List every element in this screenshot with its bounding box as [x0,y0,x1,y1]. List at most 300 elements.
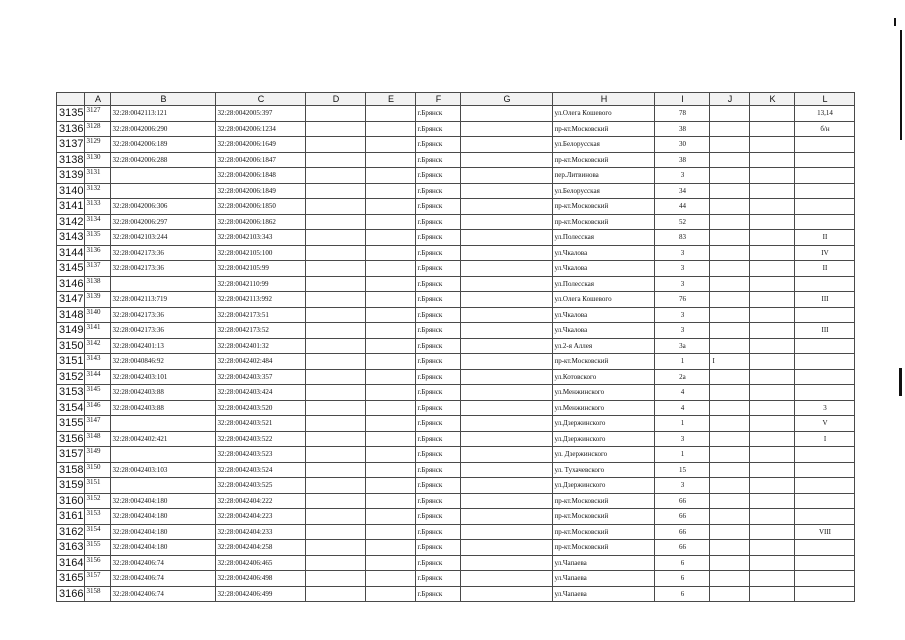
cell-f[interactable]: г.Брянск [416,168,461,184]
cell-l[interactable] [795,540,855,556]
cell-h[interactable]: ул.Белорусская [553,137,655,153]
cell-h[interactable]: ул.Чкалова [553,261,655,277]
cell-g[interactable] [461,292,553,308]
row-number[interactable]: 3141 [57,199,85,215]
cell-i[interactable]: 30 [655,137,710,153]
cell-l[interactable] [795,183,855,199]
cell-e[interactable] [366,354,416,370]
cell-d[interactable] [306,261,366,277]
cell-d[interactable] [306,493,366,509]
cell-l[interactable] [795,152,855,168]
cell-k[interactable] [750,168,795,184]
cell-l[interactable] [795,478,855,494]
cell-e[interactable] [366,555,416,571]
cell-i[interactable]: 2а [655,369,710,385]
cell-e[interactable] [366,586,416,602]
cell-c[interactable]: 32:28:0042403:523 [216,447,306,463]
cell-c[interactable]: 32:28:0042403:522 [216,431,306,447]
cell-d[interactable] [306,431,366,447]
column-header-l[interactable]: L [795,93,855,106]
cell-i[interactable]: 1 [655,354,710,370]
cell-h[interactable]: пр-кт.Московский [553,214,655,230]
cell-b[interactable] [111,183,216,199]
cell-f[interactable]: г.Брянск [416,354,461,370]
cell-c[interactable]: 32:28:0042006:1649 [216,137,306,153]
cell-a[interactable]: 3131 [85,168,111,184]
cell-e[interactable] [366,276,416,292]
cell-i[interactable]: 1 [655,447,710,463]
cell-l[interactable]: II [795,230,855,246]
cell-h[interactable]: ул.2-я Аллея [553,338,655,354]
cell-k[interactable] [750,230,795,246]
cell-f[interactable]: г.Брянск [416,431,461,447]
cell-c[interactable]: 32:28:0042404:222 [216,493,306,509]
cell-a[interactable]: 3140 [85,307,111,323]
cell-a[interactable]: 3133 [85,199,111,215]
cell-j[interactable] [710,555,750,571]
cell-d[interactable] [306,555,366,571]
cell-g[interactable] [461,493,553,509]
cell-d[interactable] [306,199,366,215]
cell-f[interactable]: г.Брянск [416,152,461,168]
cell-j[interactable] [710,462,750,478]
cell-g[interactable] [461,168,553,184]
cell-g[interactable] [461,183,553,199]
cell-l[interactable]: I [795,431,855,447]
cell-c[interactable]: 32:28:0042403:525 [216,478,306,494]
cell-l[interactable] [795,385,855,401]
cell-j[interactable] [710,152,750,168]
cell-i[interactable]: 34 [655,183,710,199]
cell-j[interactable] [710,121,750,137]
cell-j[interactable] [710,183,750,199]
cell-a[interactable]: 3156 [85,555,111,571]
cell-a[interactable]: 3145 [85,385,111,401]
cell-l[interactable] [795,137,855,153]
cell-f[interactable]: г.Брянск [416,307,461,323]
cell-h[interactable]: ул.Олега Кошевого [553,292,655,308]
cell-k[interactable] [750,431,795,447]
cell-i[interactable]: 66 [655,540,710,556]
cell-e[interactable] [366,462,416,478]
cell-c[interactable]: 32:28:0042402:484 [216,354,306,370]
cell-b[interactable]: 32:28:0042006:288 [111,152,216,168]
cell-l[interactable]: III [795,292,855,308]
cell-i[interactable]: 66 [655,509,710,525]
cell-k[interactable] [750,137,795,153]
column-header-i[interactable]: I [655,93,710,106]
cell-g[interactable] [461,354,553,370]
cell-k[interactable] [750,292,795,308]
cell-j[interactable]: I [710,354,750,370]
cell-g[interactable] [461,307,553,323]
cell-b[interactable] [111,276,216,292]
cell-k[interactable] [750,106,795,122]
row-number[interactable]: 3146 [57,276,85,292]
cell-a[interactable]: 3134 [85,214,111,230]
cell-h[interactable]: пр-кт.Московский [553,540,655,556]
cell-j[interactable] [710,106,750,122]
cell-d[interactable] [306,447,366,463]
cell-h[interactable]: ул.Дзержинского [553,431,655,447]
cell-a[interactable]: 3155 [85,540,111,556]
cell-j[interactable] [710,447,750,463]
cell-c[interactable]: 32:28:0042113:992 [216,292,306,308]
row-number[interactable]: 3154 [57,400,85,416]
cell-h[interactable]: пр-кт.Московский [553,121,655,137]
cell-h[interactable]: ул.Чкалова [553,323,655,339]
column-header-f[interactable]: F [416,93,461,106]
cell-i[interactable]: 76 [655,292,710,308]
cell-d[interactable] [306,276,366,292]
cell-l[interactable] [795,354,855,370]
cell-a[interactable]: 3143 [85,354,111,370]
cell-g[interactable] [461,137,553,153]
cell-e[interactable] [366,307,416,323]
cell-e[interactable] [366,509,416,525]
cell-f[interactable]: г.Брянск [416,323,461,339]
cell-i[interactable]: 1 [655,416,710,432]
cell-h[interactable]: ул.Чапаева [553,586,655,602]
cell-k[interactable] [750,509,795,525]
row-number[interactable]: 3139 [57,168,85,184]
cell-f[interactable]: г.Брянск [416,230,461,246]
cell-b[interactable]: 32:28:0042402:421 [111,431,216,447]
cell-d[interactable] [306,214,366,230]
cell-b[interactable]: 32:28:0042404:180 [111,493,216,509]
cell-j[interactable] [710,137,750,153]
row-number[interactable]: 3163 [57,540,85,556]
cell-k[interactable] [750,540,795,556]
cell-h[interactable]: ул.Чкалова [553,245,655,261]
cell-e[interactable] [366,323,416,339]
cell-g[interactable] [461,152,553,168]
cell-a[interactable]: 3148 [85,431,111,447]
cell-l[interactable]: V [795,416,855,432]
cell-f[interactable]: г.Брянск [416,261,461,277]
cell-i[interactable]: 3 [655,276,710,292]
cell-j[interactable] [710,292,750,308]
cell-g[interactable] [461,121,553,137]
cell-l[interactable] [795,338,855,354]
cell-l[interactable] [795,276,855,292]
cell-c[interactable]: 32:28:0042404:258 [216,540,306,556]
column-header-g[interactable]: G [461,93,553,106]
cell-i[interactable]: 3 [655,323,710,339]
cell-k[interactable] [750,121,795,137]
cell-i[interactable]: 3 [655,431,710,447]
cell-i[interactable]: 83 [655,230,710,246]
row-number[interactable]: 3158 [57,462,85,478]
cell-f[interactable]: г.Брянск [416,106,461,122]
cell-d[interactable] [306,121,366,137]
cell-b[interactable] [111,478,216,494]
cell-e[interactable] [366,369,416,385]
row-number[interactable]: 3135 [57,106,85,122]
cell-i[interactable]: 4 [655,385,710,401]
cell-a[interactable]: 3144 [85,369,111,385]
row-number[interactable]: 3138 [57,152,85,168]
cell-e[interactable] [366,524,416,540]
cell-b[interactable]: 32:28:0042006:306 [111,199,216,215]
cell-j[interactable] [710,338,750,354]
cell-c[interactable]: 32:28:0042403:521 [216,416,306,432]
cell-g[interactable] [461,462,553,478]
cell-b[interactable]: 32:28:0042404:180 [111,509,216,525]
cell-c[interactable]: 32:28:0042006:1849 [216,183,306,199]
cell-b[interactable]: 32:28:0042404:180 [111,540,216,556]
cell-c[interactable]: 32:28:0042006:1848 [216,168,306,184]
cell-f[interactable]: г.Брянск [416,586,461,602]
cell-e[interactable] [366,245,416,261]
cell-f[interactable]: г.Брянск [416,338,461,354]
cell-k[interactable] [750,354,795,370]
cell-b[interactable]: 32:28:0042173:36 [111,245,216,261]
column-header-c[interactable]: C [216,93,306,106]
cell-i[interactable]: 6 [655,571,710,587]
cell-j[interactable] [710,261,750,277]
row-number[interactable]: 3148 [57,307,85,323]
cell-f[interactable]: г.Брянск [416,416,461,432]
row-number[interactable]: 3153 [57,385,85,401]
column-header-k[interactable]: K [750,93,795,106]
cell-k[interactable] [750,416,795,432]
cell-c[interactable]: 32:28:0042403:520 [216,400,306,416]
cell-g[interactable] [461,447,553,463]
cell-a[interactable]: 3128 [85,121,111,137]
cell-d[interactable] [306,307,366,323]
cell-d[interactable] [306,540,366,556]
cell-j[interactable] [710,416,750,432]
cell-f[interactable]: г.Брянск [416,447,461,463]
cell-k[interactable] [750,152,795,168]
cell-h[interactable]: ул.Чапаева [553,571,655,587]
cell-k[interactable] [750,571,795,587]
cell-c[interactable]: 32:28:0042105:99 [216,261,306,277]
cell-a[interactable]: 3141 [85,323,111,339]
cell-d[interactable] [306,400,366,416]
cell-i[interactable]: 3 [655,168,710,184]
cell-h[interactable]: ул.Белорусская [553,183,655,199]
cell-g[interactable] [461,524,553,540]
cell-g[interactable] [461,586,553,602]
cell-b[interactable]: 32:28:0040846:92 [111,354,216,370]
cell-a[interactable]: 3157 [85,571,111,587]
cell-g[interactable] [461,431,553,447]
cell-j[interactable] [710,168,750,184]
cell-l[interactable] [795,168,855,184]
cell-f[interactable]: г.Брянск [416,509,461,525]
cell-f[interactable]: г.Брянск [416,276,461,292]
cell-c[interactable]: 32:28:0042110:99 [216,276,306,292]
cell-f[interactable]: г.Брянск [416,478,461,494]
cell-c[interactable]: 32:28:0042406:498 [216,571,306,587]
row-number[interactable]: 3162 [57,524,85,540]
cell-i[interactable]: 38 [655,152,710,168]
cell-c[interactable]: 32:28:0042006:1850 [216,199,306,215]
cell-k[interactable] [750,400,795,416]
cell-a[interactable]: 3142 [85,338,111,354]
cell-g[interactable] [461,214,553,230]
row-number[interactable]: 3147 [57,292,85,308]
cell-b[interactable]: 32:28:0042406:74 [111,586,216,602]
cell-j[interactable] [710,478,750,494]
cell-j[interactable] [710,369,750,385]
row-number[interactable]: 3165 [57,571,85,587]
cell-g[interactable] [461,199,553,215]
cell-d[interactable] [306,571,366,587]
cell-a[interactable]: 3130 [85,152,111,168]
cell-d[interactable] [306,230,366,246]
cell-l[interactable] [795,369,855,385]
cell-j[interactable] [710,307,750,323]
cell-h[interactable]: пр-кт.Московский [553,524,655,540]
cell-d[interactable] [306,323,366,339]
cell-h[interactable]: пр-кт.Московский [553,509,655,525]
cell-h[interactable]: пр-кт.Московский [553,493,655,509]
cell-e[interactable] [366,261,416,277]
cell-d[interactable] [306,152,366,168]
cell-d[interactable] [306,369,366,385]
cell-e[interactable] [366,385,416,401]
cell-b[interactable]: 32:28:0042173:36 [111,323,216,339]
cell-j[interactable] [710,571,750,587]
cell-g[interactable] [461,276,553,292]
row-number[interactable]: 3136 [57,121,85,137]
cell-i[interactable]: 3 [655,245,710,261]
cell-f[interactable]: г.Брянск [416,245,461,261]
cell-i[interactable]: 44 [655,199,710,215]
cell-i[interactable]: 15 [655,462,710,478]
cell-j[interactable] [710,276,750,292]
row-number[interactable]: 3143 [57,230,85,246]
cell-h[interactable]: ул.Чкалова [553,307,655,323]
cell-e[interactable] [366,168,416,184]
cell-b[interactable]: 32:28:0042403:88 [111,400,216,416]
cell-h[interactable]: ул. Тухачевского [553,462,655,478]
cell-b[interactable] [111,416,216,432]
cell-c[interactable]: 32:28:0042006:1847 [216,152,306,168]
cell-b[interactable]: 32:28:0042406:74 [111,555,216,571]
cell-c[interactable]: 32:28:0042404:233 [216,524,306,540]
cell-b[interactable]: 32:28:0042006:189 [111,137,216,153]
cell-b[interactable]: 32:28:0042403:101 [111,369,216,385]
cell-j[interactable] [710,586,750,602]
cell-j[interactable] [710,540,750,556]
cell-l[interactable] [795,493,855,509]
cell-a[interactable]: 3149 [85,447,111,463]
cell-h[interactable]: ул.Полесская [553,276,655,292]
column-header-b[interactable]: B [111,93,216,106]
cell-i[interactable]: 38 [655,121,710,137]
cell-g[interactable] [461,509,553,525]
cell-h[interactable]: ул.Полесская [553,230,655,246]
row-number[interactable]: 3159 [57,478,85,494]
cell-h[interactable]: пр-кт.Московский [553,199,655,215]
cell-g[interactable] [461,338,553,354]
cell-f[interactable]: г.Брянск [416,555,461,571]
row-number[interactable]: 3166 [57,586,85,602]
cell-k[interactable] [750,307,795,323]
cell-b[interactable]: 32:28:0042403:103 [111,462,216,478]
row-number[interactable]: 3157 [57,447,85,463]
cell-j[interactable] [710,199,750,215]
cell-d[interactable] [306,524,366,540]
cell-e[interactable] [366,199,416,215]
cell-l[interactable] [795,555,855,571]
cell-j[interactable] [710,524,750,540]
cell-d[interactable] [306,183,366,199]
cell-g[interactable] [461,555,553,571]
cell-j[interactable] [710,214,750,230]
cell-j[interactable] [710,385,750,401]
cell-e[interactable] [366,137,416,153]
cell-d[interactable] [306,106,366,122]
cell-b[interactable] [111,168,216,184]
row-number[interactable]: 3142 [57,214,85,230]
cell-k[interactable] [750,338,795,354]
cell-e[interactable] [366,121,416,137]
cell-f[interactable]: г.Брянск [416,199,461,215]
cell-g[interactable] [461,478,553,494]
row-number[interactable]: 3145 [57,261,85,277]
cell-b[interactable]: 32:28:0042403:88 [111,385,216,401]
cell-f[interactable]: г.Брянск [416,137,461,153]
cell-k[interactable] [750,276,795,292]
cell-k[interactable] [750,323,795,339]
cell-b[interactable]: 32:28:0042401:13 [111,338,216,354]
cell-a[interactable]: 3135 [85,230,111,246]
cell-h[interactable]: ул. Дзержинского [553,447,655,463]
row-number[interactable]: 3151 [57,354,85,370]
cell-i[interactable]: 6 [655,555,710,571]
cell-b[interactable]: 32:28:0042103:244 [111,230,216,246]
cell-j[interactable] [710,400,750,416]
column-header-e[interactable]: E [366,93,416,106]
cell-j[interactable] [710,230,750,246]
cell-f[interactable]: г.Брянск [416,385,461,401]
cell-f[interactable]: г.Брянск [416,183,461,199]
cell-c[interactable]: 32:28:0042103:343 [216,230,306,246]
cell-c[interactable]: 32:28:0042006:1234 [216,121,306,137]
cell-l[interactable] [795,214,855,230]
row-number[interactable]: 3137 [57,137,85,153]
cell-b[interactable]: 32:28:0042006:290 [111,121,216,137]
cell-i[interactable]: 3 [655,478,710,494]
cell-a[interactable]: 3127 [85,106,111,122]
column-header-h[interactable]: H [553,93,655,106]
cell-a[interactable]: 3146 [85,400,111,416]
cell-l[interactable]: б/н [795,121,855,137]
cell-g[interactable] [461,385,553,401]
cell-e[interactable] [366,338,416,354]
cell-a[interactable]: 3158 [85,586,111,602]
cell-e[interactable] [366,571,416,587]
cell-g[interactable] [461,323,553,339]
cell-e[interactable] [366,416,416,432]
cell-a[interactable]: 3132 [85,183,111,199]
cell-l[interactable]: 13,14 [795,106,855,122]
cell-e[interactable] [366,214,416,230]
cell-i[interactable]: 3а [655,338,710,354]
cell-k[interactable] [750,586,795,602]
cell-l[interactable] [795,571,855,587]
cell-i[interactable]: 78 [655,106,710,122]
cell-a[interactable]: 3129 [85,137,111,153]
cell-a[interactable]: 3152 [85,493,111,509]
cell-i[interactable]: 6 [655,586,710,602]
cell-g[interactable] [461,540,553,556]
